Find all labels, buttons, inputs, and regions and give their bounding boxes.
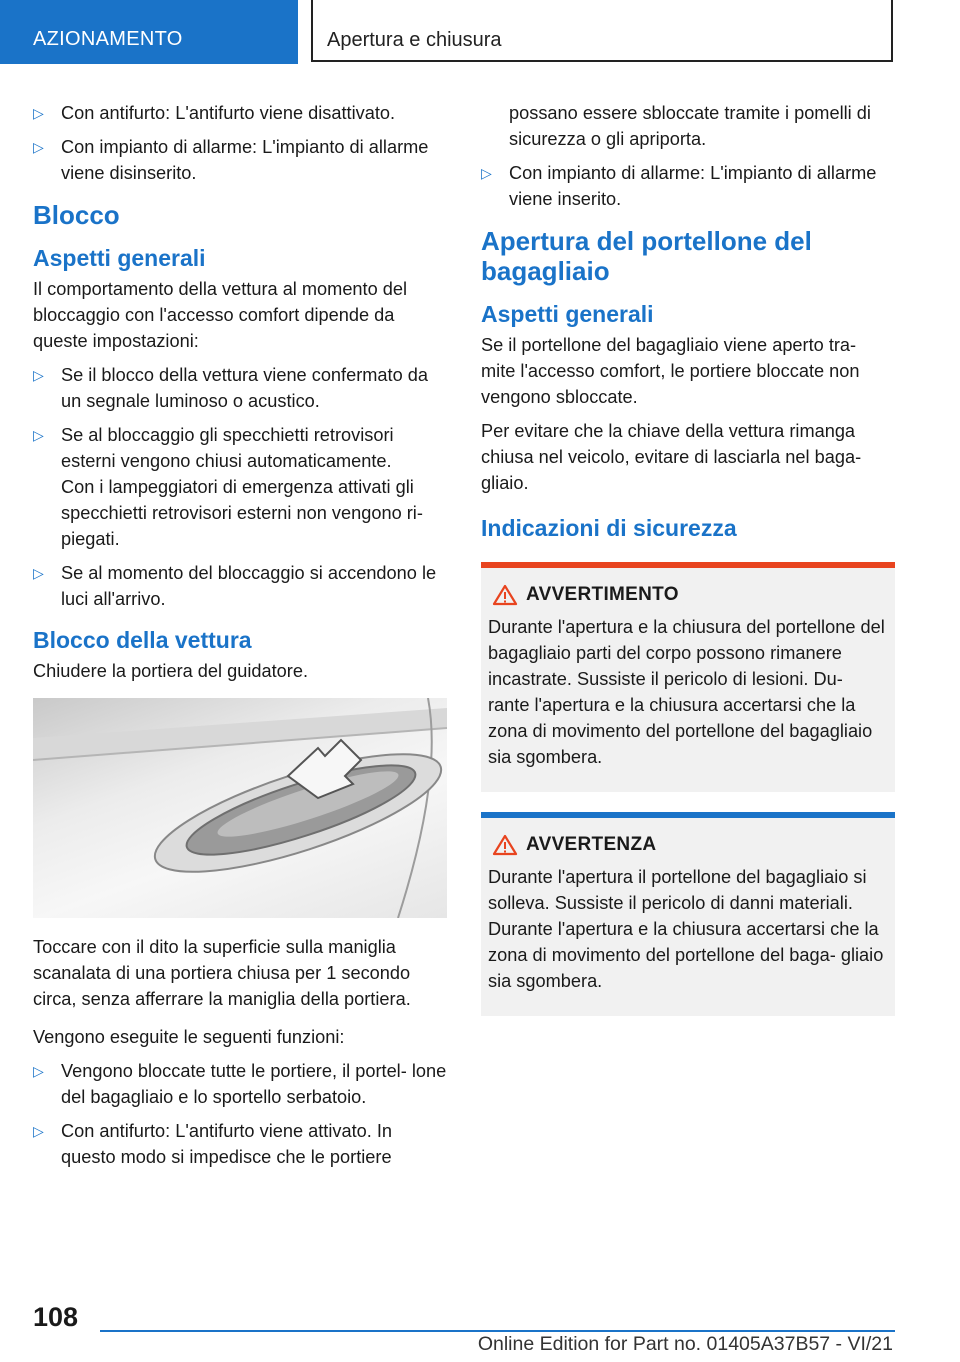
- right-column: [481, 100, 895, 1036]
- list-item-continuation: possano essere sbloccate tramite i pomelli di sicurezza o gli apriporta.: [509, 103, 871, 149]
- footer-divider: [100, 1330, 895, 1332]
- list-item: ▷ Con impianto di allarme: L'impianto di allarme viene inserito.: [481, 160, 895, 212]
- bullet-triangle-icon: ▷: [481, 165, 492, 181]
- list-item: ▷ Se al momento del bloccaggio si accendono le luci all'arrivo.: [33, 560, 447, 612]
- list-item: ▷ Con impianto di allarme: L'impianto di allarme viene disinserito.: [33, 134, 447, 186]
- left-column: [33, 100, 447, 1178]
- list-item: ▷ Con antifurto: L'antifurto viene disattivato.: [33, 100, 447, 126]
- bullet-triangle-icon: ▷: [33, 139, 44, 155]
- heading-aspetti-generali: Aspetti generali: [33, 245, 206, 271]
- bullet-triangle-icon: ▷: [33, 105, 44, 121]
- bullet-triangle-icon: ▷: [33, 1063, 44, 1079]
- list-item-continuation: Con i lampeggiatori di emergenza attivati gli specchietti retrovisori esterni non vengono ri‐ piegati.: [61, 477, 423, 549]
- chapter-tab: [311, 0, 893, 62]
- page-number: 108: [33, 1302, 79, 1332]
- notice-body: Durante l'apertura il portellone del bagagliaio si solleva. Sussiste il pericolo di danni materiali. Durante l'apertura e la chiusura accertarsi che la zona di movimento del portellone del baga‐ gliaio sia sgombera.: [488, 867, 884, 991]
- paragraph: Chiudere la portiera del guidatore.: [33, 661, 309, 681]
- notice-title: AVVERTENZA: [488, 832, 887, 858]
- list-item: ▷ Se il blocco della vettura viene confermato da un segnale luminoso o acustico.: [33, 362, 447, 414]
- door-handle-illustration: [33, 698, 447, 918]
- warning-box: [481, 562, 895, 792]
- warning-triangle-icon: [492, 834, 518, 856]
- bullet-triangle-icon: ▷: [33, 565, 44, 581]
- list-item: ▷ Con antifurto: L'antifurto viene attivato. In questo modo si impedisce che le portiere: [33, 1118, 447, 1170]
- heading-apertura-portellone: Apertura del portellone del bagagliaio: [481, 226, 812, 286]
- warning-title: AVVERTIMENTO: [488, 582, 887, 608]
- paragraph: Per evitare che la chiave della vettura rimanga chiusa nel veicolo, evitare di lasciarla nel baga‐ gliaio.: [481, 421, 862, 493]
- paragraph: Vengono eseguite le seguenti funzioni:: [33, 1027, 345, 1047]
- notice-box: [481, 812, 895, 1016]
- door-handle-image: [33, 698, 447, 918]
- chapter-title: Apertura e chiusura: [327, 29, 502, 51]
- notice-bar: [481, 812, 895, 818]
- paragraph: Se il portellone del bagagliaio viene aperto tra‐ mite l'accesso comfort, le portiere bloccate non vengono sbloccate.: [481, 335, 860, 407]
- section-title: AZIONAMENTO: [33, 28, 183, 50]
- heading-indicazioni-sicurezza: Indicazioni di sicurezza: [481, 515, 737, 541]
- list-item: ▷ Se al bloccaggio gli specchietti retrovisori esterni vengono chiusi automaticamente.: [33, 422, 447, 474]
- warning-triangle-icon: [492, 584, 518, 606]
- heading-blocco: Blocco: [33, 200, 120, 230]
- paragraph: Il comportamento della vettura al momento del bloccaggio con l'accesso comfort dipende da queste impostazioni:: [33, 279, 408, 351]
- bullet-triangle-icon: ▷: [33, 427, 44, 443]
- paragraph: Toccare con il dito la superficie sulla maniglia scanalata di una portiera chiusa per 1 secondo circa, senza afferrare la maniglia della portiera.: [33, 937, 411, 1009]
- bullet-triangle-icon: ▷: [33, 1123, 44, 1139]
- section-tab: [0, 0, 298, 64]
- heading-blocco-vettura: Blocco della vettura: [33, 627, 252, 653]
- bullet-triangle-icon: ▷: [33, 367, 44, 383]
- warning-bar: [481, 562, 895, 568]
- list-item: ▷ Vengono bloccate tutte le portiere, il portel‐ lone del bagagliaio e lo sportello serbatoio.: [33, 1058, 447, 1110]
- warning-body: Durante l'apertura e la chiusura del portellone del bagagliaio parti del corpo possono rimanere incastrate. Sussiste il pericolo di lesioni. Du‐ rante l'apertura e la chiusura accertarsi che la zona di movimento del portellone del bagagliaio sia sgombera.: [488, 617, 885, 767]
- footer-edition: Online Edition for Part no. 01405A37B57 - VI/21: [477, 1333, 893, 1355]
- heading-aspetti-generali: Aspetti generali: [481, 301, 654, 327]
